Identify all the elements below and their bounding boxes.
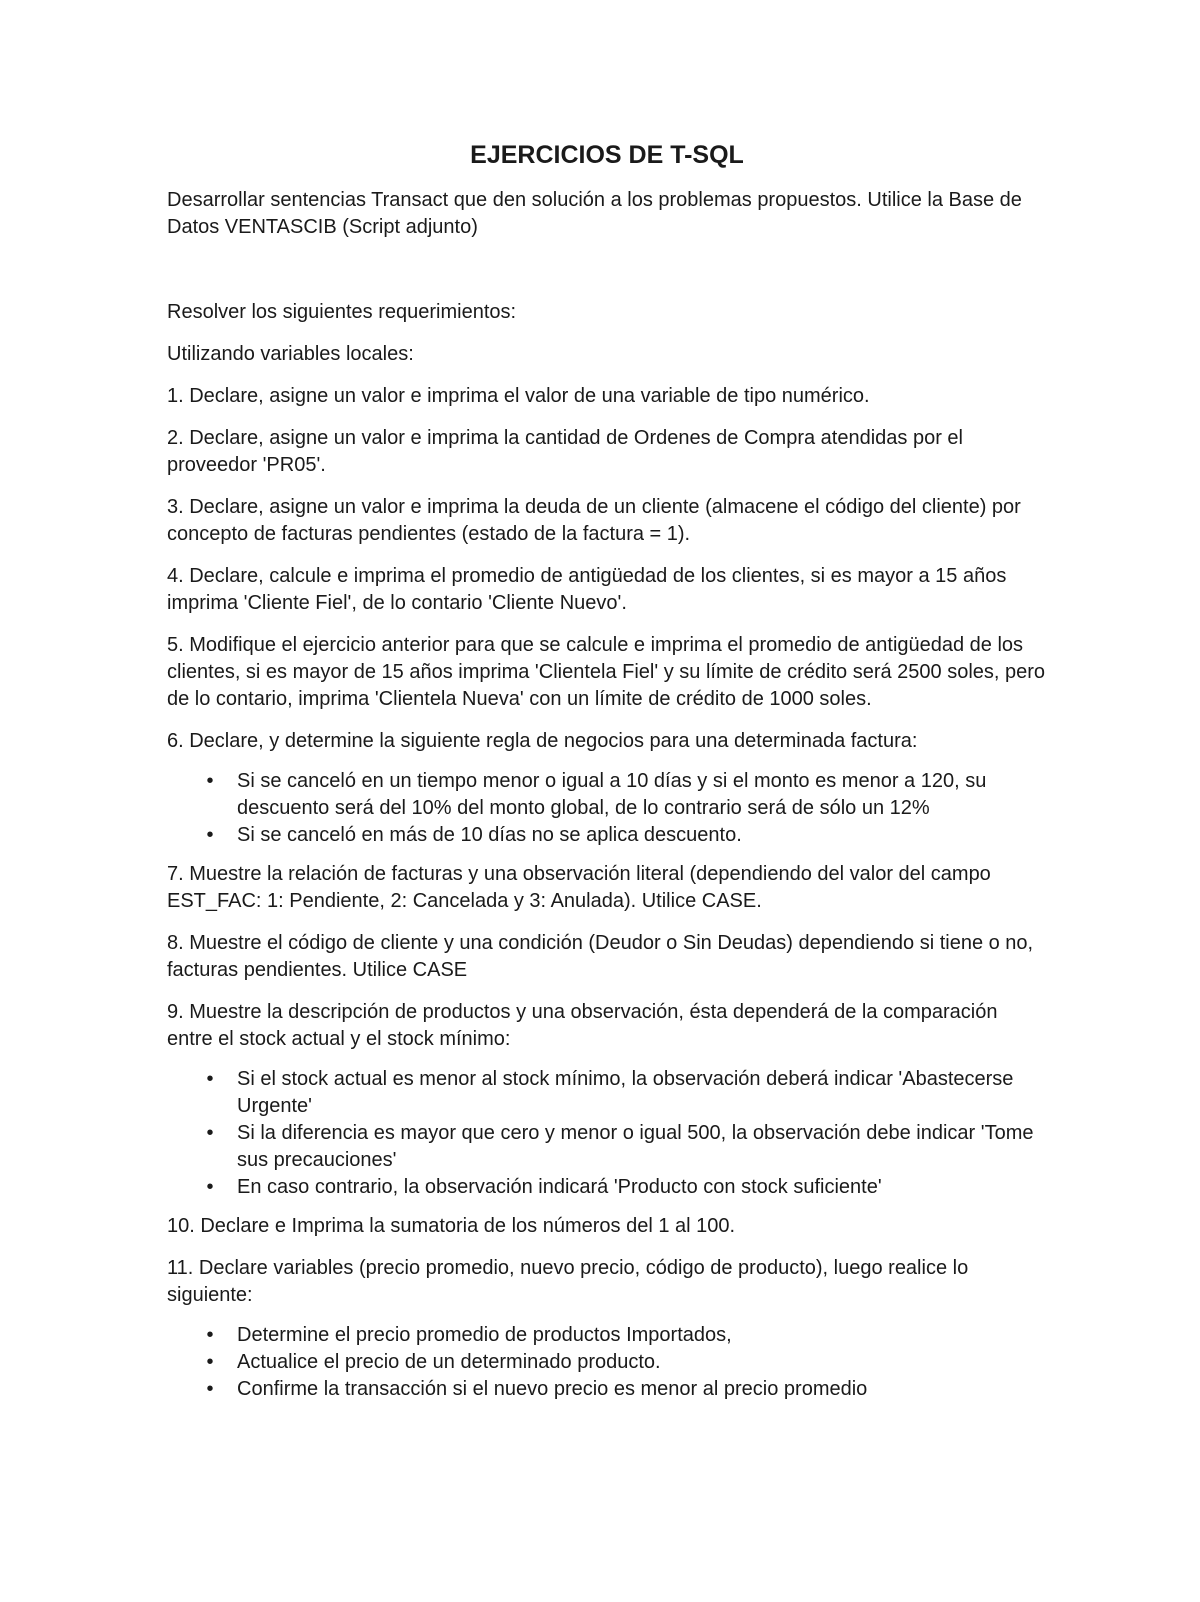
exercise-8: 8. Muestre el código de cliente y una condición (Deudor o Sin Deudas) dependiendo si tiene o no, facturas pendientes. Utilice CASE (167, 932, 1034, 981)
list-item (206, 1174, 1047, 1201)
list-item (206, 1376, 1047, 1403)
bullet-icon: • (206, 1378, 214, 1400)
exercise-6-bullet-list (167, 768, 1047, 849)
list-item (206, 768, 1047, 822)
exercise-4: 4. Declare, calcule e imprima el promedio de antigüedad de los clientes, si es mayor a 15 años imprima 'Cliente Fiel', de lo contario 'Cliente Nuevo'. (167, 565, 1007, 614)
list-item (206, 1349, 1047, 1376)
list-item (206, 1322, 1047, 1349)
list-item-text: Si la diferencia es mayor que cero y menor o igual 500, la observación debe indicar 'Tome sus precauciones' (237, 1122, 1034, 1171)
bullet-icon: • (206, 770, 214, 792)
bullet-icon: • (206, 824, 214, 846)
list-item (206, 1066, 1047, 1120)
bullet-icon: • (206, 1176, 214, 1198)
list-item-text: Determine el precio promedio de productos Importados, (237, 1324, 732, 1346)
bullet-icon: • (206, 1324, 214, 1346)
subheading-local-variables: Utilizando variables locales: (167, 343, 414, 365)
exercise-11-bullet-list (167, 1322, 1047, 1403)
subheading-requirements: Resolver los siguientes requerimientos: (167, 301, 517, 323)
document-content (167, 140, 1047, 1415)
exercise-11: 11. Declare variables (precio promedio, nuevo precio, código de producto), luego realice lo siguiente: (167, 1257, 969, 1306)
exercise-1: 1. Declare, asigne un valor e imprima el valor de una variable de tipo numérico. (167, 385, 870, 407)
list-item-text: Si se canceló en un tiempo menor o igual a 10 días y si el monto es menor a 120, su descuento será del 10% del monto global, de lo contrario será de sólo un 12% (237, 770, 987, 819)
exercise-9: 9. Muestre la descripción de productos y una observación, ésta dependerá de la comparación entre el stock actual y el stock mínimo: (167, 1001, 998, 1050)
bullet-icon: • (206, 1351, 214, 1373)
list-item-text: En caso contrario, la observación indicará 'Producto con stock suficiente' (237, 1176, 882, 1198)
exercise-5: 5. Modifique el ejercicio anterior para que se calcule e imprima el promedio de antigüedad de los clientes, si es mayor de 15 años imprima 'Clientela Fiel' y su límite de crédito será 2500 soles, pero de lo contario, imprima 'Clientela Nueva' con un límite de crédito de 1000 soles. (167, 634, 1046, 710)
list-item (206, 1120, 1047, 1174)
exercise-10: 10. Declare e Imprima la sumatoria de los números del 1 al 100. (167, 1215, 736, 1237)
exercise-3: 3. Declare, asigne un valor e imprima la deuda de un cliente (almacene el código del cliente) por concepto de facturas pendientes (estado de la factura = 1). (167, 496, 1021, 545)
bullet-icon: • (206, 1068, 214, 1090)
list-item (206, 822, 1047, 849)
exercise-9-bullet-list (167, 1066, 1047, 1201)
list-item-text: Actualice el precio de un determinado producto. (237, 1351, 661, 1373)
list-item-text: Si se canceló en más de 10 días no se aplica descuento. (237, 824, 742, 846)
page-title: EJERCICIOS DE T-SQL (470, 141, 744, 169)
exercise-7: 7. Muestre la relación de facturas y una observación literal (dependiendo del valor del campo EST_FAC: 1: Pendiente, 2: Cancelada y 3: Anulada). Utilice CASE. (167, 863, 991, 912)
bullet-icon: • (206, 1122, 214, 1144)
list-item-text: Si el stock actual es menor al stock mínimo, la observación deberá indicar 'Abastecerse Urgente' (237, 1068, 1014, 1117)
exercise-2: 2. Declare, asigne un valor e imprima la cantidad de Ordenes de Compra atendidas por el proveedor 'PR05'. (167, 427, 963, 476)
intro-paragraph: Desarrollar sentencias Transact que den solución a los problemas propuestos. Utilice la Base de Datos VENTASCIB (Script adjunto) (167, 189, 1022, 238)
list-item-text: Confirme la transacción si el nuevo precio es menor al precio promedio (237, 1378, 868, 1400)
exercise-6: 6. Declare, y determine la siguiente regla de negocios para una determinada factura: (167, 730, 918, 752)
